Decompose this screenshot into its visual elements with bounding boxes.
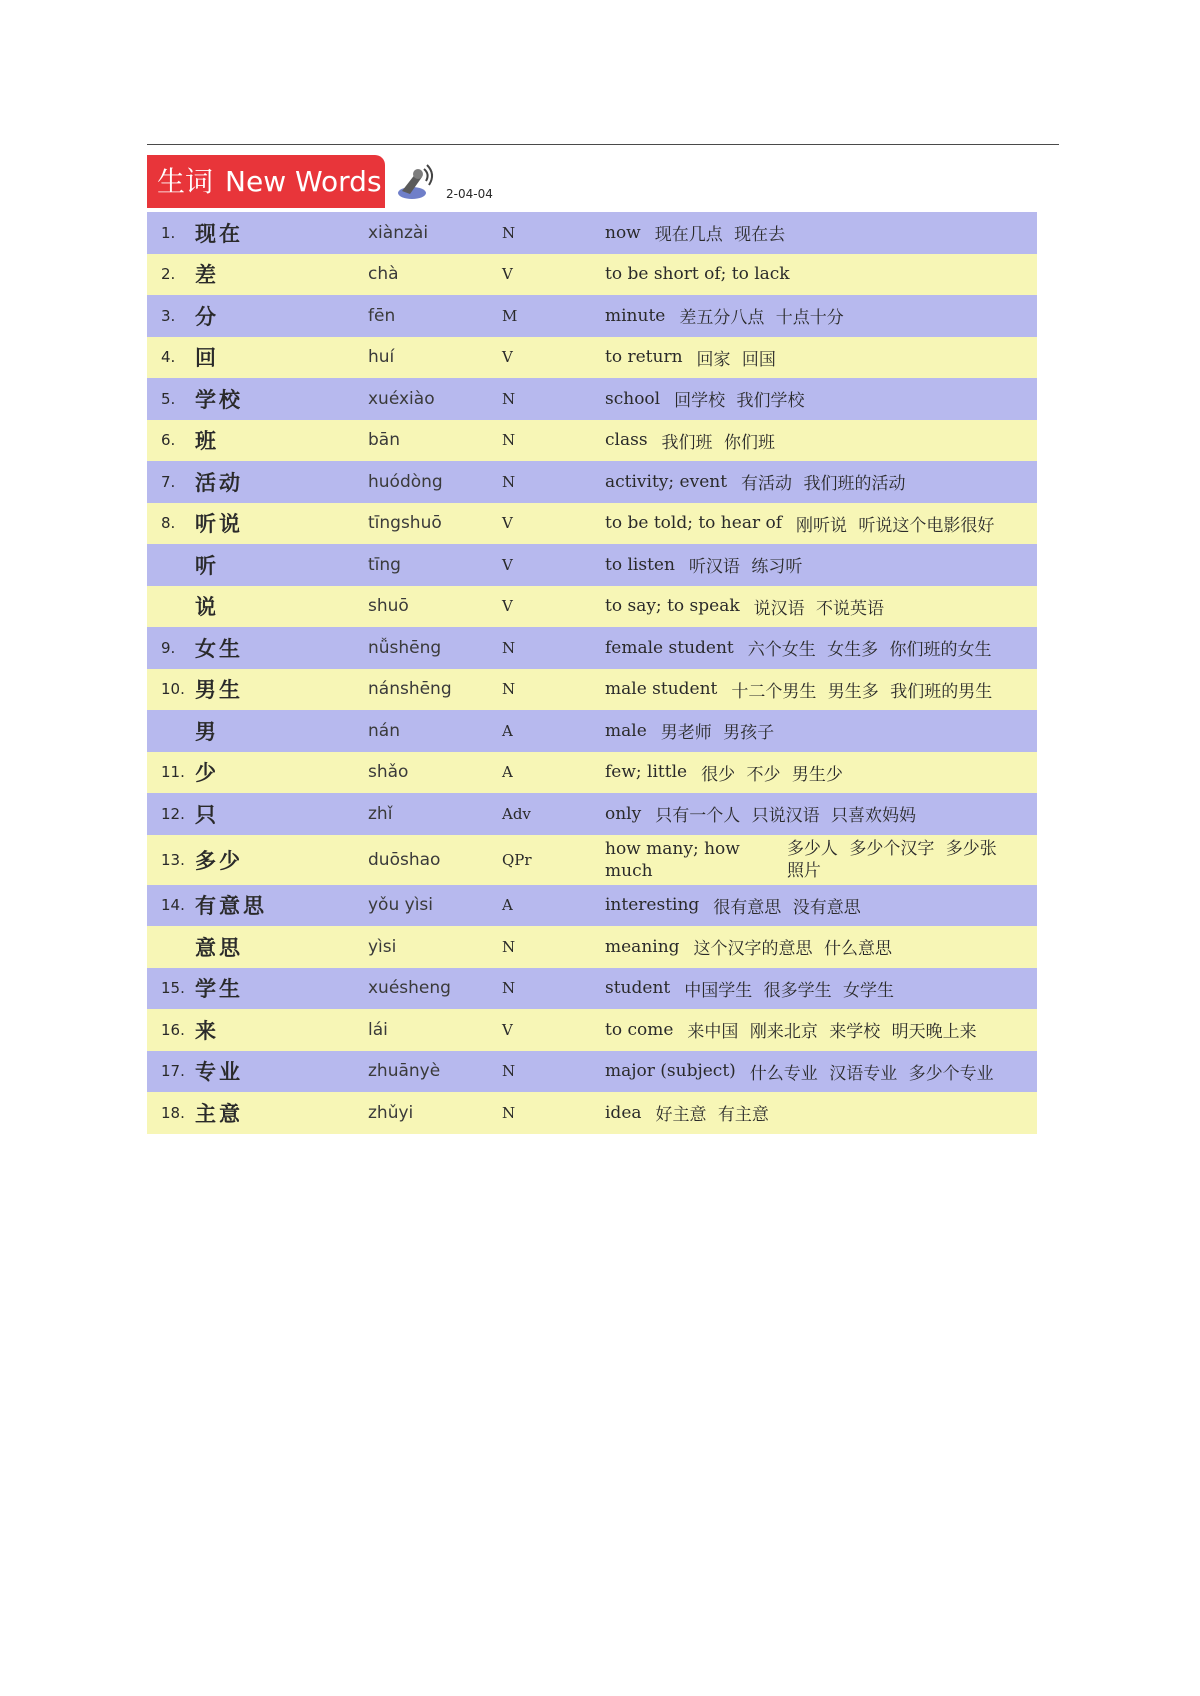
vocab-row: [147, 295, 1037, 337]
title-cn: 生词: [157, 165, 214, 198]
vocab-row: [147, 968, 1037, 1010]
word-meaning: [605, 586, 884, 628]
meaning-examples: 中国学生 很多学生 女学生: [684, 980, 895, 1001]
word-pinyin: xuésheng: [368, 978, 451, 999]
word-meaning: [605, 461, 905, 503]
track-number: 2-04-04: [446, 187, 493, 201]
word-number: 17.: [161, 1062, 185, 1081]
meaning-examples: 现在几点 现在去: [654, 225, 786, 246]
word-pinyin: huí: [368, 347, 395, 368]
word-pos: V: [502, 1020, 513, 1039]
word-pinyin: yìsi: [368, 936, 397, 957]
meaning-english: minute: [605, 305, 666, 326]
word-pos: A: [502, 763, 513, 782]
meaning-english: idea: [605, 1102, 642, 1123]
meaning-english: interesting: [605, 895, 700, 916]
word-meaning: [605, 627, 992, 669]
meaning-examples: 我们班 你们班: [661, 432, 775, 453]
word-pos: N: [502, 223, 516, 242]
word-number: 9.: [161, 638, 176, 657]
word-meaning: [605, 212, 785, 254]
meaning-examples: 很少 不少 男生少: [701, 764, 843, 785]
meaning-english: female student: [605, 637, 734, 658]
word-pos: N: [502, 472, 516, 491]
meaning-examples: 听汉语 练习听: [688, 557, 803, 578]
word-pinyin: nán: [368, 720, 400, 741]
word-meaning: [605, 926, 892, 968]
word-number: 14.: [161, 896, 185, 915]
word-meaning: [605, 337, 776, 379]
word-meaning: [605, 1051, 994, 1093]
meaning-english: student: [605, 978, 671, 999]
word-meaning: [605, 420, 775, 462]
section-header: [147, 155, 1067, 210]
meaning-examples: 男老师 男孩子: [660, 723, 775, 744]
vocab-row: [147, 503, 1037, 545]
word-pinyin: zhǔyi: [368, 1102, 414, 1123]
word-meaning: [605, 503, 994, 545]
meaning-english: class: [605, 430, 648, 451]
meaning-examples: 差五分八点 十点十分: [679, 308, 844, 329]
word-meaning: [605, 710, 774, 752]
word-hanzi: 专业: [195, 1059, 243, 1085]
word-pinyin: xiànzài: [368, 222, 429, 243]
word-meaning: [605, 752, 843, 794]
meaning-examples: 来中国 刚来北京 来学校 明天晚上来: [687, 1022, 977, 1043]
word-pos: V: [502, 555, 513, 574]
vocab-row: [147, 710, 1037, 752]
word-number: 5.: [161, 389, 176, 408]
meaning-examples: 好主意 有主意: [655, 1105, 769, 1126]
word-number: 1.: [161, 223, 176, 242]
word-number: 6.: [161, 431, 176, 450]
word-pos: QPr: [502, 850, 532, 869]
word-number: 18.: [161, 1103, 185, 1122]
word-pos: A: [502, 721, 513, 740]
meaning-examples: 刚听说 听说这个电影很好: [796, 515, 995, 536]
word-meaning: [605, 254, 790, 296]
vocab-row: [147, 926, 1037, 968]
meaning-english: school: [605, 388, 661, 409]
word-hanzi: 回: [195, 345, 219, 371]
vocab-row: [147, 337, 1037, 379]
word-number: 11.: [161, 763, 185, 782]
vocab-row: [147, 885, 1037, 927]
word-pos: N: [502, 1103, 516, 1122]
word-hanzi: 意思: [195, 934, 243, 960]
meaning-examples: 很有意思 没有意思: [713, 897, 861, 918]
meaning-english: now: [605, 222, 641, 243]
meaning-examples: 只有一个人 只说汉语 只喜欢妈妈: [655, 806, 917, 827]
word-meaning: [605, 968, 894, 1010]
vocab-row: [147, 627, 1037, 669]
vocabulary-table: [147, 212, 1037, 1134]
meaning-english: male: [605, 720, 647, 741]
meaning-english: to be short of; to lack: [605, 264, 790, 285]
word-pinyin: bān: [368, 430, 400, 451]
vocab-row: [147, 835, 1037, 885]
vocab-row: [147, 586, 1037, 628]
word-number: 4.: [161, 348, 176, 367]
word-hanzi: 分: [195, 303, 219, 329]
word-meaning: [605, 295, 844, 337]
word-pinyin: yǒu yìsi: [368, 895, 434, 916]
meaning-examples: 回家 回国: [696, 349, 776, 370]
word-pos: V: [502, 597, 513, 616]
word-pos: V: [502, 265, 513, 284]
meaning-examples: 什么专业 汉语专业 多少个专业: [749, 1063, 994, 1084]
title-en: New Words: [225, 165, 382, 198]
word-hanzi: 听说: [195, 511, 243, 537]
vocab-row: [147, 1092, 1037, 1134]
word-pos: V: [502, 348, 513, 367]
word-pinyin: nǚshēng: [368, 637, 442, 658]
word-hanzi: 来: [195, 1017, 219, 1043]
word-pos: M: [502, 306, 518, 325]
word-hanzi: 差: [195, 262, 219, 288]
word-hanzi: 主意: [195, 1100, 243, 1126]
top-rule: [147, 144, 1059, 145]
word-pinyin: fēn: [368, 305, 396, 326]
meaning-examples: 说汉语 不说英语: [753, 598, 885, 619]
word-meaning: [605, 793, 916, 835]
word-pos: N: [502, 389, 516, 408]
word-hanzi: 活动: [195, 469, 243, 495]
word-meaning: [605, 669, 992, 711]
meaning-examples: 十二个男生 男生多 我们班的男生: [731, 681, 993, 702]
vocab-row: [147, 752, 1037, 794]
meaning-english: only: [605, 803, 642, 824]
word-hanzi: 学校: [195, 386, 243, 412]
word-hanzi: 班: [195, 428, 219, 454]
word-pos: Adv: [502, 804, 531, 823]
word-meaning: [605, 835, 1005, 885]
word-pinyin: shuō: [368, 596, 409, 617]
new-words-badge: [147, 155, 385, 208]
word-pinyin: zhuānyè: [368, 1061, 441, 1082]
word-hanzi: 现在: [195, 220, 243, 246]
meaning-english: to return: [605, 347, 683, 368]
vocab-row: [147, 669, 1037, 711]
word-pinyin: shǎo: [368, 762, 409, 783]
meaning-english: male student: [605, 679, 718, 700]
meaning-examples: 六个女生 女生多 你们班的女生: [747, 640, 992, 661]
word-hanzi: 少: [195, 760, 219, 786]
word-meaning: [605, 885, 861, 927]
vocab-row: [147, 544, 1037, 586]
meaning-examples: 这个汉字的意思 什么意思: [693, 939, 892, 960]
word-number: 3.: [161, 306, 176, 325]
meaning-english: to be told; to hear of: [605, 513, 783, 534]
word-number: 15.: [161, 979, 185, 998]
word-pos: N: [502, 1062, 516, 1081]
word-hanzi: 只: [195, 801, 219, 827]
word-pinyin: xuéxiào: [368, 388, 435, 409]
word-meaning: [605, 1092, 769, 1134]
meaning-english: meaning: [605, 936, 680, 957]
word-number: 8.: [161, 514, 176, 533]
word-hanzi: 男: [195, 718, 219, 744]
word-pos: N: [502, 680, 516, 699]
meaning-examples: 有活动 我们班的活动: [741, 474, 906, 495]
word-hanzi: 有意思: [195, 893, 267, 919]
word-pinyin: tīng: [368, 554, 401, 575]
vocab-row: [147, 461, 1037, 503]
meaning-english: activity; event: [605, 471, 728, 492]
speaker-icon[interactable]: [394, 163, 438, 203]
vocab-row: [147, 378, 1037, 420]
word-hanzi: 说: [195, 594, 219, 620]
vocab-row: [147, 254, 1037, 296]
vocab-row: [147, 212, 1037, 254]
word-meaning: [605, 378, 805, 420]
word-number: 13.: [161, 850, 185, 869]
word-pinyin: huódòng: [368, 471, 443, 492]
word-pinyin: chà: [368, 264, 399, 285]
word-pinyin: lái: [368, 1019, 388, 1040]
word-pinyin: tīngshuō: [368, 513, 442, 534]
word-pos: N: [502, 979, 516, 998]
word-number: 7.: [161, 472, 176, 491]
word-number: 2.: [161, 265, 176, 284]
meaning-examples: 多少人 多少个汉字 多少张照片: [786, 838, 997, 881]
vocab-row: [147, 793, 1037, 835]
meaning-english: major (subject): [605, 1061, 736, 1082]
word-number: 12.: [161, 804, 185, 823]
word-pinyin: zhǐ: [368, 803, 393, 824]
meaning-english: to say; to speak: [605, 596, 740, 617]
word-hanzi: 听: [195, 552, 219, 578]
meaning-examples: 回学校 我们学校: [674, 391, 805, 412]
meaning-english: to come: [605, 1019, 674, 1040]
word-hanzi: 多少: [195, 847, 243, 873]
vocab-row: [147, 1009, 1037, 1051]
word-meaning: [605, 1009, 977, 1051]
word-pinyin: duōshao: [368, 849, 441, 870]
word-hanzi: 女生: [195, 635, 243, 661]
word-number: 16.: [161, 1020, 185, 1039]
meaning-english: few; little: [605, 762, 688, 783]
word-meaning: [605, 544, 802, 586]
vocab-row: [147, 1051, 1037, 1093]
word-pos: N: [502, 431, 516, 450]
word-pinyin: nánshēng: [368, 679, 452, 700]
meaning-english: how many; how much: [605, 838, 740, 881]
word-pos: N: [502, 937, 516, 956]
vocab-row: [147, 420, 1037, 462]
word-pos: N: [502, 638, 516, 657]
word-hanzi: 男生: [195, 677, 243, 703]
meaning-english: to listen: [605, 554, 675, 575]
word-number: 10.: [161, 680, 185, 699]
word-pos: A: [502, 896, 513, 915]
word-hanzi: 学生: [195, 976, 243, 1002]
word-pos: V: [502, 514, 513, 533]
